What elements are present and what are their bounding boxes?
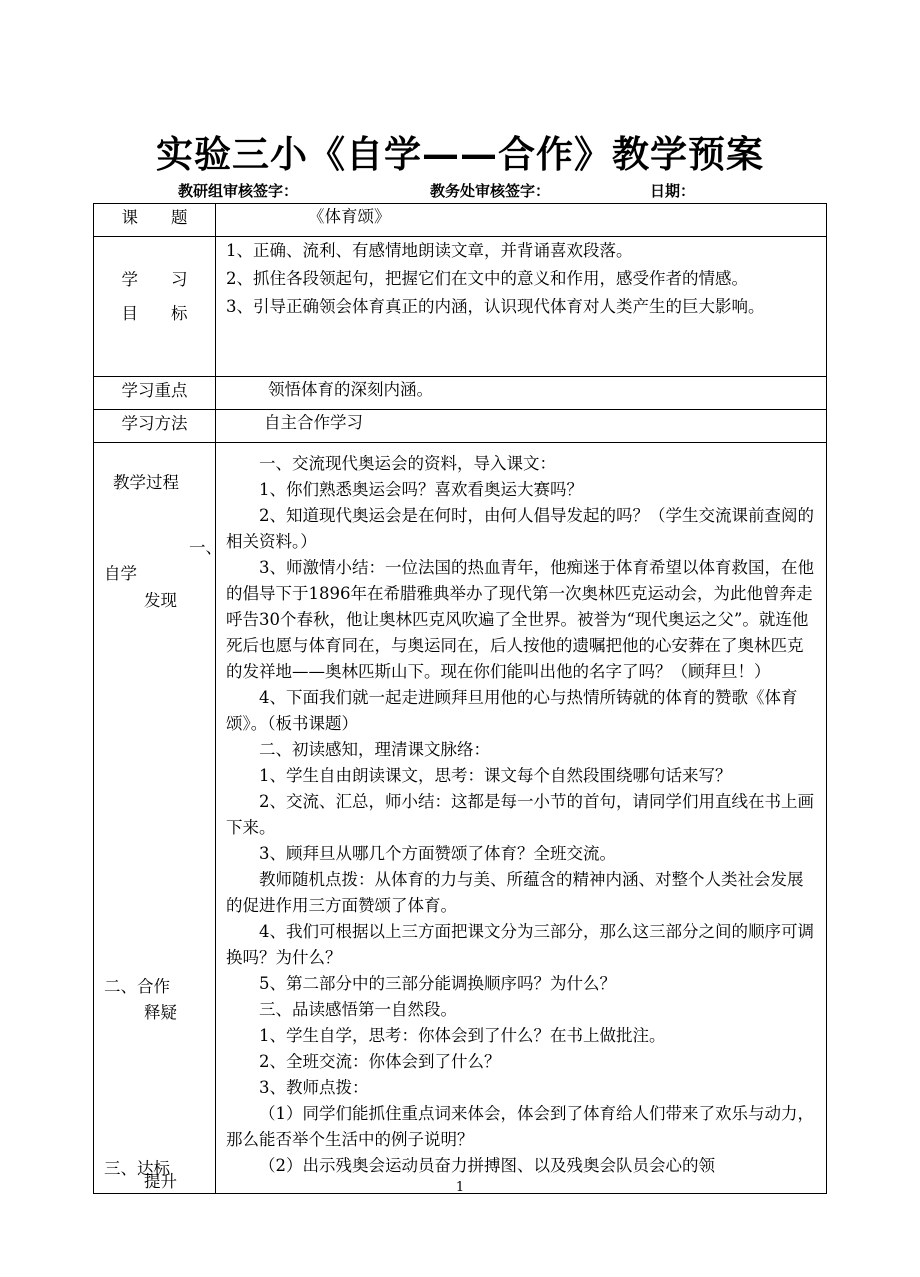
row-key-point	[94, 377, 827, 410]
key-value: 领悟体育的深刻内涵。	[216, 377, 827, 410]
process-line: 2、交流、汇总，师小结：这都是每一小节的首句，请同学们用直线在书上画下来。	[226, 792, 814, 837]
process-line: 1、你们熟悉奥运会吗？喜欢看奥运大赛吗？	[259, 480, 583, 499]
process-line: 1、学生自由朗读课文，思考：课文每个自然段围绕哪句话来写？	[259, 766, 732, 785]
goal-label-1: 学 习	[121, 270, 188, 289]
process-line: 4、下面我们就一起走进顾拜旦用他的心与热情所铸就的体育的赞歌《体育颂》。（板书课题）	[226, 688, 798, 733]
goal-label	[94, 237, 216, 377]
key-label: 学习重点	[94, 377, 216, 410]
process-line: 3、教师点拨：	[259, 1078, 369, 1097]
goal-item: 2、抓住各段领起句，把握它们在文中的意义和作用，感受作者的情感。	[226, 269, 748, 288]
method-value: 自主合作学习	[216, 410, 827, 443]
stage1-label-b: 发现	[144, 591, 177, 610]
process-line: 一、交流现代奥运会的资料，导入课文：	[259, 454, 556, 473]
row-topic	[94, 204, 827, 237]
stage1-label-a: 自学	[104, 564, 137, 583]
document-title: 实验三小《自学——合作》教学预案	[156, 132, 764, 176]
process-line: 4、我们可根据以上三方面把课文分为三部分，那么这三部分之间的顺序可调换吗？为什么？	[226, 922, 814, 967]
process-line: 三、品读感悟第一自然段。	[259, 1000, 457, 1019]
process-line: 3、师激情小结：一位法国的热血青年，他痴迷于体育希望以体育救国，在他的倡导下于1896年在希腊雅典举办了现代第一次奥林匹克运动会，为此他曾奔走呼告30个春秋，他让奥林匹克风吹遍了全世界。被誉为“现代奥运之父”。就连他死后也愿与体育同在，与奥运同在，后人按他的遗嘱把他的心安葬在了奥林匹克的发祥地——奥林匹斯山下。现在你们能叫出他的名字了吗？（顾拜旦！）	[226, 558, 814, 681]
page-number: 1	[455, 1180, 465, 1195]
process-side: 教学过程 一、 自学 发现 二、合作 释疑 三、达标 提升	[94, 443, 216, 1194]
stage2-label-a: 二、合作	[104, 977, 170, 996]
process-line: （1）同学们能抓住重点词来体会，体会到了体育给人们带来了欢乐与动力，那么能否举个生活中的例子说明？	[226, 1104, 814, 1149]
goal-list	[216, 237, 827, 377]
process-label: 教学过程	[113, 473, 179, 492]
process-line: 5、第二部分中的三部分能调换顺序吗？为什么？	[259, 974, 616, 993]
row-goals	[94, 237, 827, 377]
goal-item: 1、正确、流利、有感情地朗读文章，并背诵喜欢段落。	[226, 241, 633, 260]
row-method	[94, 410, 827, 443]
process-line: （2）出示残奥会运动员奋力拼搏图、以及残奥会队员会心的领	[259, 1156, 715, 1175]
row-process	[94, 443, 827, 1194]
method-label: 学习方法	[94, 410, 216, 443]
sig-group: 教研组审核签字：	[178, 182, 299, 200]
sig-date: 日期：	[650, 182, 696, 200]
process-line: 教师随机点拨：从体育的力与美、所蕴含的精神内涵、对整个人类社会发展的促进作用三方面赞颂了体育。	[226, 870, 804, 915]
lesson-plan-table	[93, 203, 827, 1194]
stage2-label-b: 释疑	[144, 1003, 177, 1022]
topic-label: 课 题	[94, 204, 216, 237]
process-line: 1、学生自学，思考：你体会到了什么？在书上做批注。	[259, 1026, 666, 1045]
stage3-label-a: 三、达标	[104, 1159, 170, 1178]
goal-item: 3、引导正确领会体育真正的内涵，认识现代体育对人类产生的巨大影响。	[226, 297, 765, 316]
process-line: 2、知道现代奥运会是在何时，由何人倡导发起的吗？（学生交流课前查阅的相关资料。）	[226, 506, 814, 551]
process-content	[216, 443, 827, 1194]
stage1-marker: 一、	[189, 538, 222, 557]
process-line: 3、顾拜旦从哪几个方面赞颂了体育？全班交流。	[259, 844, 616, 863]
process-line: 2、全班交流：你体会到了什么？	[259, 1052, 501, 1071]
topic-value: 《体育颂》	[216, 204, 827, 237]
goal-label-2: 目 标	[121, 304, 188, 323]
process-line: 二、初读感知，理清课文脉络：	[259, 740, 490, 759]
sig-office: 教务处审核签字：	[430, 182, 551, 200]
